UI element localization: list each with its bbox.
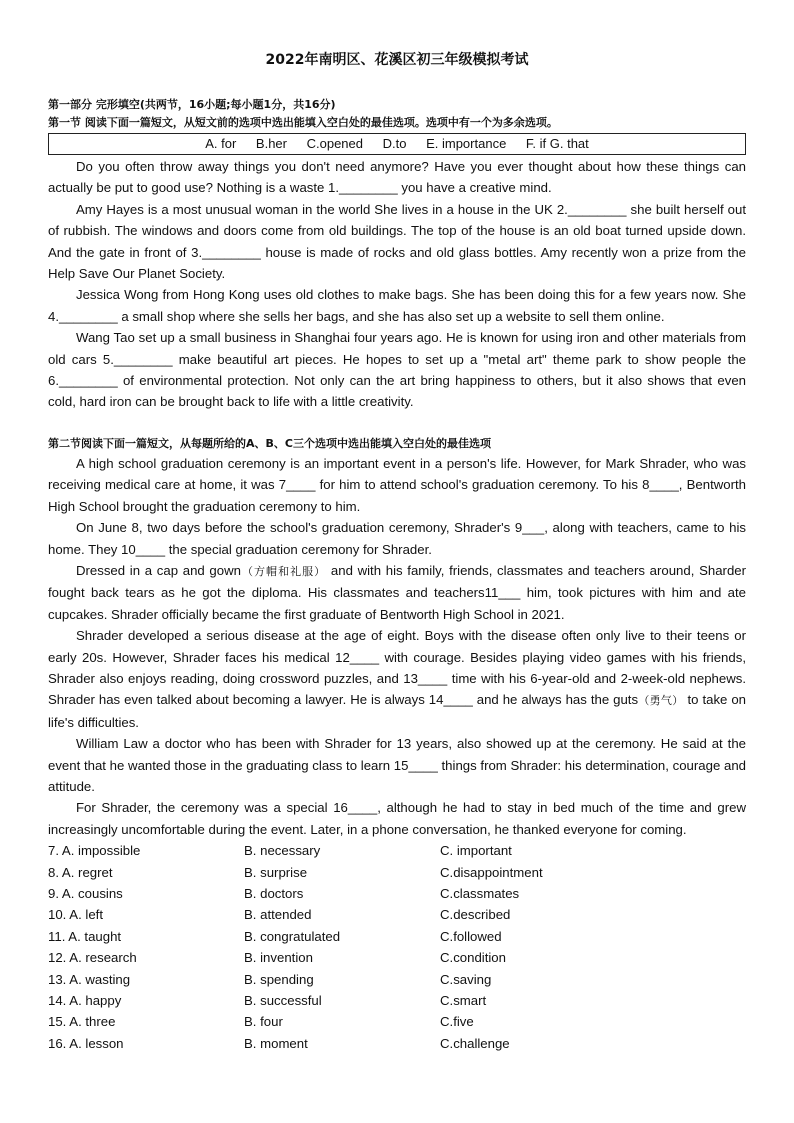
choice-row bbox=[48, 840, 746, 861]
paragraph-text: and with his family, friends, classmates and teachers around, Sharder fought back tears as he got the diploma. His classmates and teachers11___ him, took pictures with him and ate cupcakes. Shrader officially became the first graduate of Bentworth High School in 2021. bbox=[48, 562, 746, 622]
passage2-paragraph: A high school graduation ceremony is an important event in a person's life. However, for Mark Shrader, who was receiving medical care at home, it was 7____ for him to attend school's graduation ceremony. To his 8____, Bentworth High School brought the graduation ceremony to him. bbox=[48, 455, 746, 514]
choice-c: C.smart bbox=[440, 992, 487, 1008]
passage1-paragraph: Amy Hayes is a most unusual woman in the world She lives in a house in the UK 2.________ she built herself out of rubbish. The windows and doors come from old buildings. The top of the house is an old boat turned upside down. And the gate in front of 3.________ house is made of rocks and old glass bottles. Amy recently won a prize from the Help Save Our Planet Society. bbox=[48, 201, 746, 282]
option-e: E. importance bbox=[426, 136, 507, 151]
choice-c: C.condition bbox=[440, 950, 506, 966]
passage2-paragraph bbox=[48, 560, 746, 625]
choice-a: 11. A. taught bbox=[48, 928, 122, 944]
choice-b: B. spending bbox=[244, 971, 314, 987]
option-f-g: F. if G. that bbox=[525, 136, 589, 151]
choice-b: B. necessary bbox=[244, 843, 321, 859]
passage1-paragraph: Jessica Wong from Hong Kong uses old clothes to make bags. She has been doing this for a few years now. She 4.________ a small shop where she sells her bags, and she has also set up a website to sell them online. bbox=[48, 287, 746, 324]
choice-c: C.disappointment bbox=[440, 864, 543, 880]
choice-c: C.classmates bbox=[440, 885, 520, 901]
choice-c: C.followed bbox=[440, 928, 502, 944]
passage2-paragraph: For Shrader, the ceremony was a special 16____, although he had to stay in bed much of the time and grew increasingly uncomfortable during the event. Later, in a phone conversation, he thanked everyone for coming. bbox=[48, 800, 746, 837]
choice-a: 15. A. three bbox=[48, 1014, 116, 1030]
choice-a: 9. A. cousins bbox=[48, 885, 123, 901]
choice-a: 14. A. happy bbox=[48, 992, 122, 1008]
choice-a: 12. A. research bbox=[48, 950, 137, 966]
choice-c: C. important bbox=[440, 843, 512, 859]
choice-c: C.saving bbox=[440, 971, 492, 987]
choice-row bbox=[48, 1033, 746, 1054]
choice-row bbox=[48, 926, 746, 947]
choice-row bbox=[48, 947, 746, 968]
exam-page bbox=[48, 50, 746, 1054]
passage2-paragraph bbox=[48, 625, 746, 733]
choice-row bbox=[48, 990, 746, 1011]
choice-row bbox=[48, 862, 746, 883]
choice-b: B. invention bbox=[244, 950, 313, 966]
section1-heading: 第一节 阅读下面一篇短文，从短文前的选项中选出能填入空白处的最佳选项。选项中有一个为多余选项。 bbox=[48, 116, 558, 129]
paragraph-text: to take on life's difficulties. bbox=[48, 692, 747, 730]
passage2-paragraph: William Law a doctor who has been with Shrader for 13 years, also showed up at the ceremony. He said at the event that he wanted those in the graduating class to learn 15____ things from Shrader: his determination, courage and attitude. bbox=[48, 736, 746, 794]
chinese-gloss: （勇气） bbox=[638, 694, 684, 708]
choice-b: B. attended bbox=[244, 907, 312, 923]
passage1-paragraph: Do you often throw away things you don't need anymore? Have you ever thought about how these things can actually be put to good use? Nothing is a waste 1.________ you have a creative mind. bbox=[48, 159, 746, 196]
choice-c: C.described bbox=[440, 907, 511, 923]
chinese-gloss: （方帽和礼服） bbox=[240, 564, 327, 578]
choice-b: B. doctors bbox=[244, 885, 304, 901]
exam-title: 2022年南明区、花溪区初三年级模拟考试 bbox=[265, 52, 529, 68]
choice-c: C.five bbox=[440, 1014, 474, 1030]
option-c: C.opened bbox=[306, 136, 363, 151]
paragraph-text: Shrader developed a serious disease at the age of eight. Boys with the disease often only live to their teens or early 20s. However, Shrader faces his medical 12____ with courage. Besides playing video games with his friends, Shrader also enjoys reading, doing crossword puzzles, and 13____ time with his 6-year-old and 2-week-old nephews. Shrader has even talked about becoming a lawyer. He is always 14____ and he always has the guts bbox=[48, 628, 746, 708]
passage2-paragraph: On June 8, two days before the school's graduation ceremony, Shrader's 9___, along with teachers, came to his home. They 10____ the special graduation ceremony for Shrader. bbox=[48, 520, 746, 557]
choice-a: 8. A. regret bbox=[48, 864, 113, 880]
choice-row bbox=[48, 904, 746, 925]
paragraph-text: Dressed in a cap and gown bbox=[76, 562, 241, 578]
choice-row bbox=[48, 883, 746, 904]
answer-choices bbox=[48, 840, 746, 1054]
choice-a: 7. A. impossible bbox=[48, 843, 141, 859]
choice-row bbox=[48, 969, 746, 990]
choice-b: B. congratulated bbox=[244, 928, 341, 944]
choice-a: 13. A. wasting bbox=[48, 971, 131, 987]
choice-a: 10. A. left bbox=[48, 907, 103, 923]
choice-b: B. surprise bbox=[244, 864, 308, 880]
option-a: A. for bbox=[205, 136, 237, 151]
option-b: B.her bbox=[255, 136, 287, 151]
section2-heading: 第二节阅读下面一篇短文，从每题所给的A、B、C三个选项中选出能填入空白处的最佳选项 bbox=[48, 436, 491, 450]
choice-b: B. moment bbox=[244, 1035, 308, 1051]
option-d: D.to bbox=[382, 136, 407, 151]
choice-b: B. four bbox=[244, 1014, 283, 1030]
part1-heading: 第一部分 完形填空(共两节，16小题;每小题1分，共16分) bbox=[48, 98, 336, 111]
passage1-paragraph: Wang Tao set up a small business in Shanghai four years ago. He is known for using iron and other materials from old cars 5.________ make beautiful art pieces. He hopes to set up a "metal art" theme park to show people the 6.________ of environmental protection. Not only can the art bring happiness to others, but it also shows that even cold, hard iron can be brought back to life with a little creativity. bbox=[48, 330, 746, 410]
choice-b: B. successful bbox=[244, 992, 322, 1008]
option-box bbox=[48, 133, 746, 155]
choice-row bbox=[48, 1011, 746, 1032]
choice-c: C.challenge bbox=[440, 1035, 510, 1051]
section-spacer bbox=[48, 413, 746, 435]
choice-a: 16. A. lesson bbox=[48, 1035, 124, 1051]
